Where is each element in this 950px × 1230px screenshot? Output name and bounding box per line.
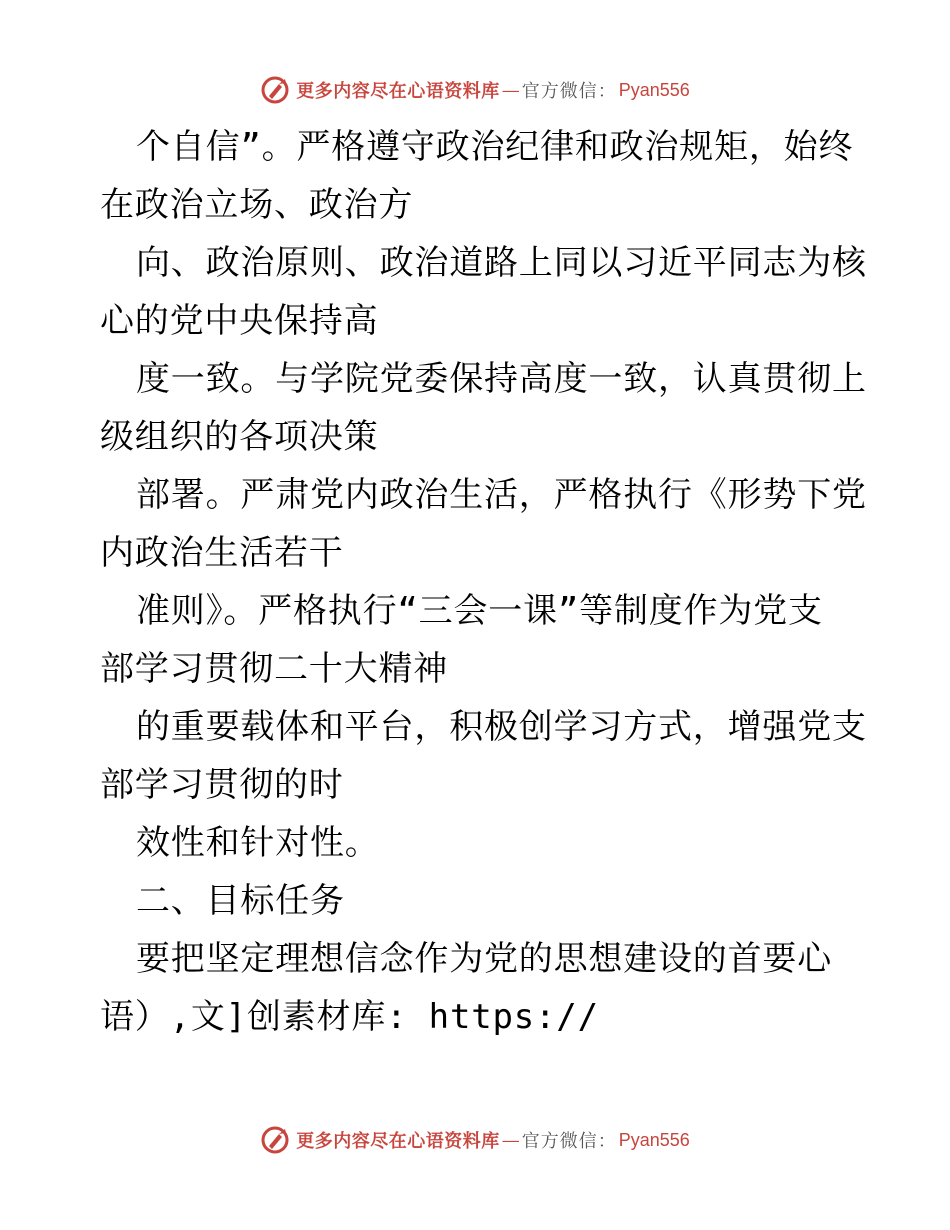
pen-logo-icon [260,1125,290,1155]
text-line: 向、政治原则、政治道路上同以习近平同志为核 [136,243,867,283]
text-line: 二、目标任务 [136,881,345,921]
pen-logo-icon [260,75,290,105]
text-line: 心的党中央保持高 [100,301,379,341]
watermark-dash: — [501,79,520,101]
text-line: 部学习贯彻二十大精神 [100,649,448,689]
text-line: 部署。严肃党内政治生活，严格执行《形势下党 [136,475,867,515]
text-line: 在政治立场、政治方 [100,185,414,225]
watermark-official-label: 官方微信： [521,81,617,102]
watermark-wechat-id: Pyan556 [618,79,690,100]
watermark-title: 更多内容尽在心语资料库 [296,81,500,102]
text-line: 部学习贯彻的时 [100,765,344,805]
text-line: 效性和针对性。 [136,823,380,863]
footer-watermark [0,1120,950,1160]
text-line: 个自信”。严格遵守政治纪律和政治规矩，始终 [136,127,854,167]
watermark-dash: — [501,1129,520,1151]
watermark-title: 更多内容尽在心语资料库 [296,1131,500,1152]
text-line: 级组织的各项决策 [100,417,379,457]
text-line: 准则》。严格执行“三会一课”等制度作为党支 [136,591,823,631]
text-line: 语）,文]创素材库: https:// [100,997,599,1037]
text-line: 内政治生活若干 [100,533,344,573]
watermark-official-label: 官方微信： [521,1131,617,1152]
text-line: 要把坚定理想信念作为党的思想建设的首要心 [136,939,832,979]
document-body [100,118,867,1046]
text-line: 的重要载体和平台，积极创学习方式，增强党支 [136,707,867,747]
text-line: 度一致。与学院党委保持高度一致，认真贯彻上 [136,359,867,399]
watermark-wechat-id: Pyan556 [618,1129,690,1150]
header-watermark [0,70,950,110]
